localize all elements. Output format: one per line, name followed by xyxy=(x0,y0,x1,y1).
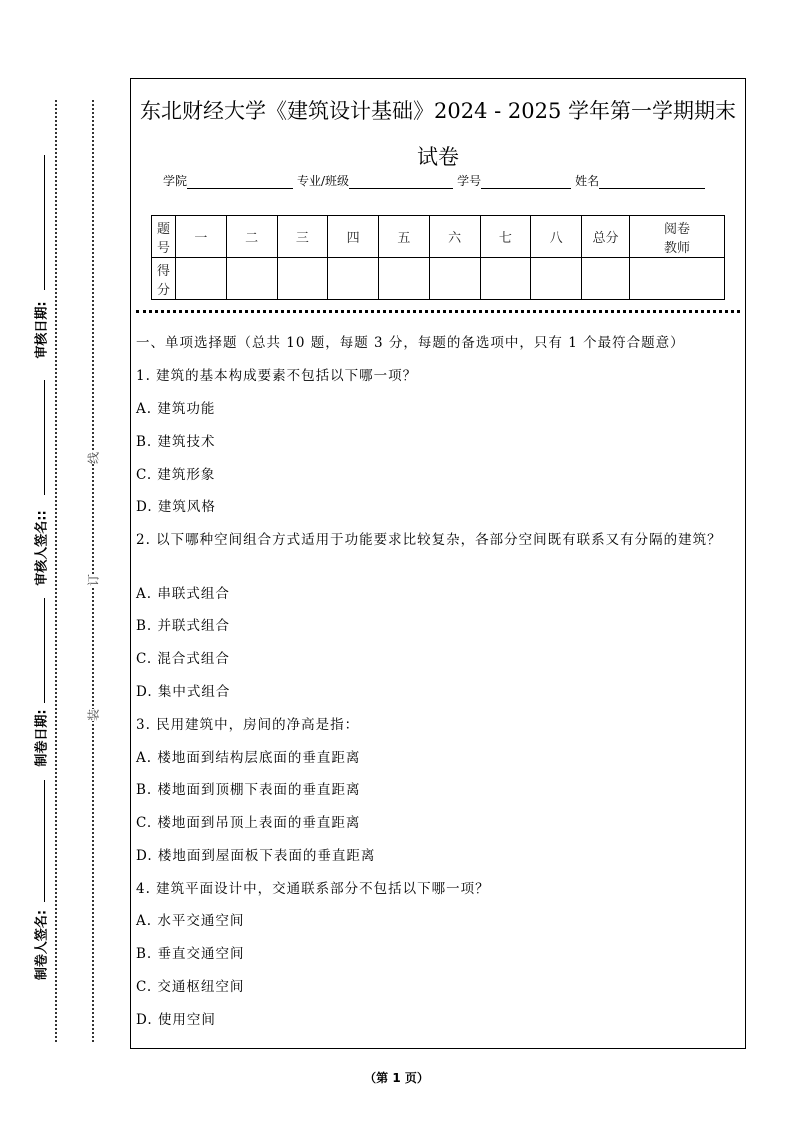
option: B. 楼地面到顶棚下表面的垂直距离 xyxy=(136,782,361,798)
major-label: 专业/班级 xyxy=(297,174,350,188)
page-number: （第 1 页） xyxy=(364,1071,429,1085)
score-cell[interactable] xyxy=(630,258,725,300)
option: D. 楼地面到屋面板下表面的垂直距离 xyxy=(136,848,376,864)
col-header: 阅卷教师 xyxy=(630,216,725,258)
row-label: 得分 xyxy=(152,258,176,300)
signature-line xyxy=(44,780,45,902)
question: 2. 以下哪种空间组合方式适用于功能要求比较复杂，各部分空间既有联系又有分隔的建筑？ xyxy=(136,532,722,548)
signature-line xyxy=(44,155,45,290)
option: A. 串联式组合 xyxy=(136,586,230,602)
option: A. 水平交通空间 xyxy=(136,913,245,929)
col-header: 总分 xyxy=(582,216,630,258)
option: C. 楼地面到吊顶上表面的垂直距离 xyxy=(136,815,361,831)
separator xyxy=(136,310,740,313)
col-header: 三 xyxy=(277,216,328,258)
option: D. 集中式组合 xyxy=(136,684,231,700)
id-label: 学号 xyxy=(457,174,482,188)
margin-dotted-line xyxy=(55,100,57,1042)
score-cell[interactable] xyxy=(226,258,277,300)
score-cell[interactable] xyxy=(328,258,379,300)
option: B. 并联式组合 xyxy=(136,618,231,634)
id-field[interactable] xyxy=(481,175,571,189)
name-field[interactable] xyxy=(599,175,705,189)
option: D. 使用空间 xyxy=(136,1012,216,1028)
score-cell[interactable] xyxy=(429,258,480,300)
score-cell[interactable] xyxy=(582,258,630,300)
college-label: 学院 xyxy=(163,174,188,188)
option: C. 混合式组合 xyxy=(136,651,230,667)
row-label: 题号 xyxy=(152,216,176,258)
compiler-signature-label: 制卷人签名: xyxy=(34,909,50,981)
score-cell[interactable] xyxy=(176,258,227,300)
option: B. 建筑技术 xyxy=(136,434,216,450)
question: 3. 民用建筑中，房间的净高是指： xyxy=(136,717,360,733)
binding-char: 装 xyxy=(86,708,101,722)
review-date-label: 审核日期: xyxy=(34,301,50,359)
score-cell[interactable] xyxy=(277,258,328,300)
option: A. 楼地面到结构层底面的垂直距离 xyxy=(136,750,361,766)
question: 1. 建筑的基本构成要素不包括以下哪一项？ xyxy=(136,368,418,384)
major-field[interactable] xyxy=(349,175,453,189)
option: B. 垂直交通空间 xyxy=(136,946,245,962)
question: 4. 建筑平面设计中，交通联系部分不包括以下哪一项？ xyxy=(136,881,490,897)
reviewer-signature-label: 审核人签名:: xyxy=(34,510,50,586)
col-header: 六 xyxy=(429,216,480,258)
col-header: 五 xyxy=(379,216,430,258)
section-heading: 一、单项选择题（总共 10 题，每题 3 分，每题的备选项中，只有 1 个最符合题意） xyxy=(136,335,685,351)
compile-date-label: 制卷日期: xyxy=(34,709,50,767)
option: D. 建筑风格 xyxy=(136,499,216,515)
signature-line xyxy=(44,380,45,495)
score-table xyxy=(151,215,725,300)
binding-dotted-line xyxy=(92,100,94,1042)
option: C. 交通枢纽空间 xyxy=(136,979,245,995)
col-header: 一 xyxy=(176,216,227,258)
score-cell[interactable] xyxy=(379,258,430,300)
option: C. 建筑形象 xyxy=(136,467,216,483)
col-header: 七 xyxy=(480,216,531,258)
col-header: 二 xyxy=(226,216,277,258)
col-header: 四 xyxy=(328,216,379,258)
score-cell[interactable] xyxy=(480,258,531,300)
option: A. 建筑功能 xyxy=(136,401,216,417)
name-label: 姓名 xyxy=(575,174,600,188)
signature-line xyxy=(44,598,45,703)
exam-title: 东北财经大学《建筑设计基础》2024 - 2025 学年第一学期期末试卷 xyxy=(139,99,736,169)
binding-char: 线 xyxy=(86,451,101,465)
col-header: 八 xyxy=(531,216,582,258)
score-cell[interactable] xyxy=(531,258,582,300)
student-info xyxy=(163,172,709,189)
college-field[interactable] xyxy=(187,175,293,189)
binding-char: 订 xyxy=(86,573,101,587)
